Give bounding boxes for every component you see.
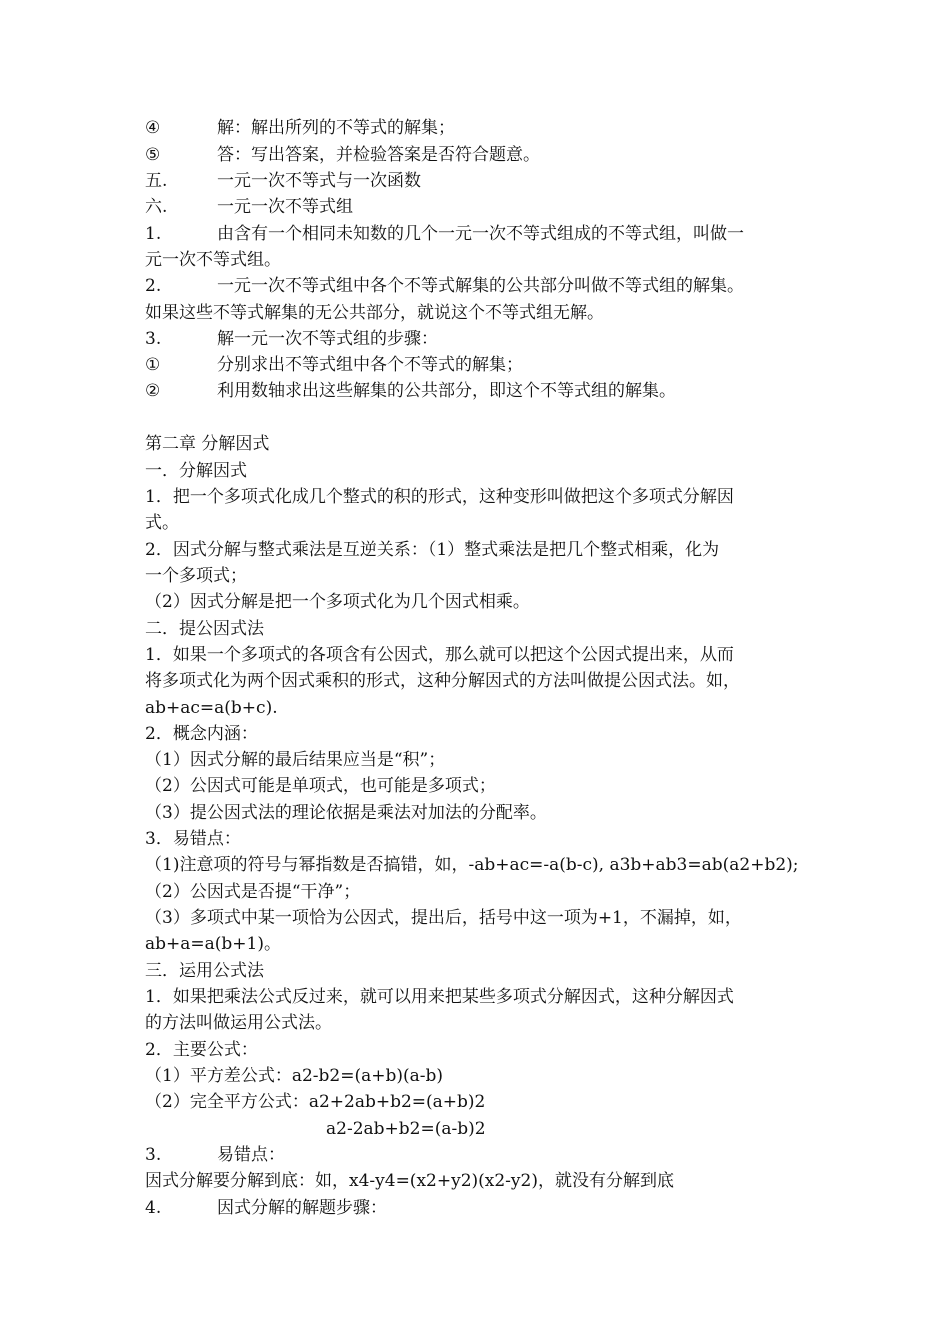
section-heading [145,616,810,642]
line-text: 一个多项式； [145,566,247,586]
line-text: 三．运用公式法 [145,961,264,981]
line-text: 1．如果一个多项式的各项含有公因式，那么就可以把这个公因式提出来，从而 [145,645,734,665]
line-text: 一元一次不等式组中各个不等式解集的公共部分叫做不等式组的解集。 [217,276,744,296]
line-text: 分别求出不等式组中各个不等式的解集； [217,355,523,375]
list-marker: ② [145,381,161,401]
line-text: 利用数轴求出这些解集的公共部分，即这个不等式组的解集。 [217,381,676,401]
line-text: 答：写出答案，并检验答案是否符合题意。 [217,145,540,165]
line-text: （3）提公因式法的理论依据是乘法对加法的分配率。 [145,803,547,823]
line-text: 元一次不等式组。 [145,250,281,270]
list-marker: 六. [145,197,168,217]
text-line [145,668,810,694]
line-text: 第二章 分解因式 [145,434,270,454]
list-marker: 五. [145,171,168,191]
line-text: （2）完全平方公式：a2+2ab+b2=(a+b)2 [145,1092,486,1112]
section-heading [145,958,810,984]
line-text: 2．因式分解与整式乘法是互逆关系：（1）整式乘法是把几个整式相乘，化为 [145,540,720,560]
line-text: 一．分解因式 [145,461,247,481]
text-line [145,773,810,799]
line-text: 二．提公因式法 [145,619,264,639]
text-line [145,273,810,299]
line-text: 如果这些不等式解集的无公共部分，就说这个不等式组无解。 [145,303,604,323]
chapter-title [145,431,810,457]
text-line [145,589,810,615]
line-text: ab+ac=a(b+c). [145,698,278,718]
text-line [145,352,810,378]
text-line [145,537,810,563]
text-line [145,905,810,931]
text-line [145,1195,810,1221]
line-text: 一元一次不等式组 [217,197,353,217]
text-line [145,747,810,773]
section-heading [145,194,810,220]
line-text: 1．如果把乘法公式反过来，就可以用来把某些多项式分解因式，这种分解因式 [145,987,734,1007]
line-text: 1．把一个多项式化成几个整式的积的形式，这种变形叫做把这个多项式分解因 [145,487,734,507]
text-line [145,326,810,352]
text-line [145,563,810,589]
formula-line [145,695,810,721]
line-text: （1）因式分解的最后结果应当是“积”； [145,750,446,770]
line-text: 易错点： [217,1145,285,1165]
line-text: ab+a=a(b+1)。 [145,934,281,954]
list-marker: 3. [145,329,162,349]
line-text: 3．易错点： [145,829,241,849]
text-line [145,247,810,273]
line-text: 式。 [145,513,179,533]
list-marker: 3. [145,1145,162,1165]
line-text: （3）多项式中某一项恰为公因式，提出后，括号中这一项为+1，不漏掉，如， [145,908,742,928]
text-line [145,1142,810,1168]
line-text: 一元一次不等式与一次函数 [217,171,421,191]
line-text: （2）因式分解是把一个多项式化为几个因式相乘。 [145,592,530,612]
text-line [145,1168,810,1194]
text-line [145,1010,810,1036]
formula-line [145,931,810,957]
line-text: 解一元一次不等式组的步骤： [217,329,438,349]
section-heading [145,458,810,484]
list-marker: ④ [145,118,161,138]
section-heading [145,168,810,194]
line-text: 因式分解要分解到底：如，x4-y4=(x2+y2)(x2-y2)，就没有分解到底 [145,1171,674,1191]
text-line [145,300,810,326]
formula-line [145,1063,810,1089]
line-text: （1）平方差公式：a2-b2=(a+b)(a-b) [145,1066,444,1086]
text-line [145,142,810,168]
line-text: 将多项式化为两个因式乘积的形式，这种分解因式的方法叫做提公因式法。如， [145,671,740,691]
text-line [145,879,810,905]
text-line [145,378,810,404]
text-line [145,484,810,510]
text-line [145,984,810,1010]
text-line [145,642,810,668]
line-text: 因式分解的解题步骤： [217,1198,387,1218]
list-marker: ① [145,355,161,375]
formula-line [326,1116,810,1142]
text-line [145,1037,810,1063]
text-line [145,115,810,141]
line-text: 解：解出所列的不等式的解集； [217,118,455,138]
text-line [145,221,810,247]
line-text: 2．主要公式： [145,1040,258,1060]
list-marker: 1. [145,224,162,244]
line-text: 由含有一个相同未知数的几个一元一次不等式组成的不等式组，叫做一 [217,224,744,244]
line-text: a2-2ab+b2=(a-b)2 [326,1119,486,1139]
line-text: （1)注意项的符号与幂指数是否搞错，如，-ab+ac=-a(b-c), a3b+ab3=ab(a2+b2); [145,855,799,875]
text-line [145,852,810,878]
formula-line [145,1089,810,1115]
line-text: 2．概念内涵： [145,724,258,744]
list-marker: 4. [145,1198,162,1218]
list-marker: ⑤ [145,145,161,165]
text-line [145,721,810,747]
text-line [145,800,810,826]
line-text: 的方法叫做运用公式法。 [145,1013,332,1033]
line-text: （2）公因式是否提“干净”； [145,882,361,902]
line-text: （2）公因式可能是单项式，也可能是多项式； [145,776,496,796]
list-marker: 2. [145,276,162,296]
text-line [145,826,810,852]
text-line [145,510,810,536]
